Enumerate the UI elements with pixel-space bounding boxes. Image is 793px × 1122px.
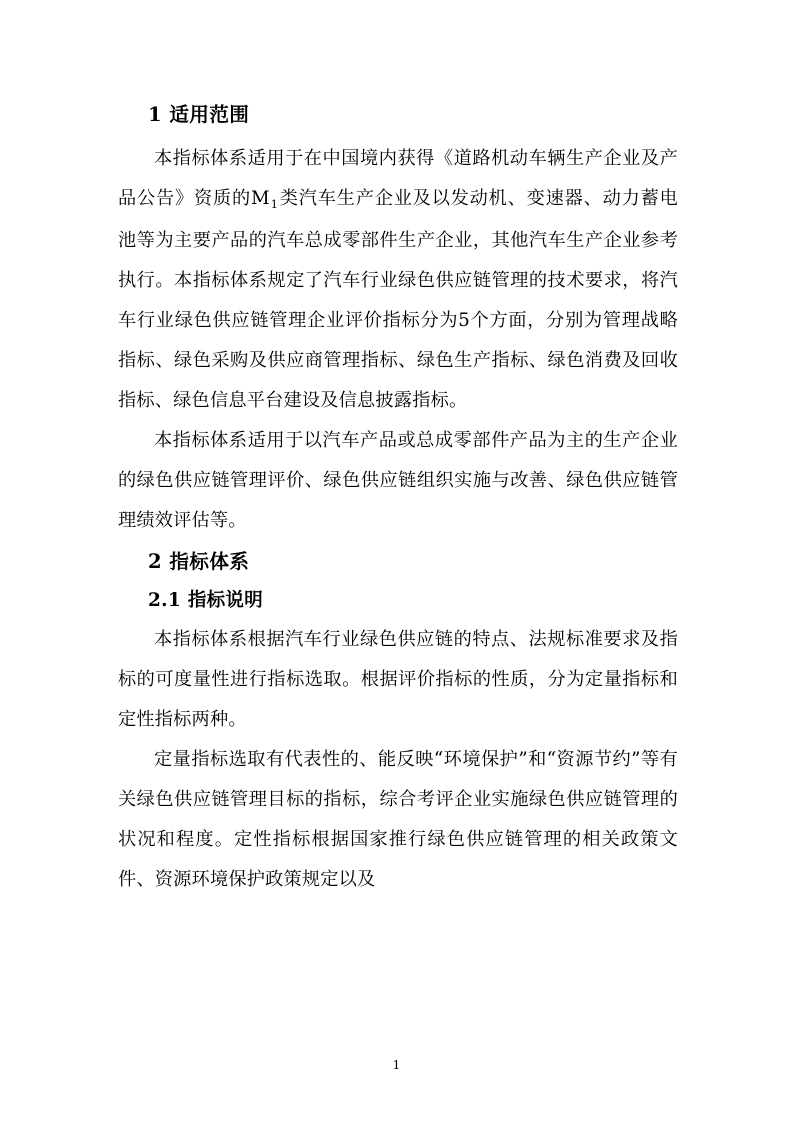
paragraph-scope-2: 本指标体系适用于以汽车产品或总成零部件产品为主的生产企业的绿色供应链管理评价、绿色供应链组织实施与改善、绿色供应链管理绩效评估等。 bbox=[118, 430, 678, 532]
subscript-m1: 1 bbox=[270, 198, 279, 212]
heading-indicator-system: 2 指标体系 bbox=[148, 550, 250, 574]
paragraph-indicator-1: 本指标体系根据汽车行业绿色供应链的特点、法规标准要求及指标的可度量性进行指标选取。根据评价指标的性质，分为定量指标和定性指标两种。 bbox=[118, 629, 678, 731]
paragraph-indicator-2: 定量指标选取有代表性的、能反映“环境保护”和“资源节约”等有关绿色供应链管理目标的指标，综合考评企业实施绿色供应链管理的状况和程度。定性指标根据国家推行绿色供应链管理的相关政策文件、资源环境保护政策规定以及 bbox=[118, 749, 678, 891]
page-content bbox=[118, 100, 678, 900]
page-number: 1 bbox=[392, 1058, 401, 1072]
heading-applicable-scope: 1 适用范围 bbox=[148, 103, 250, 126]
heading-indicator-description: 2.1 指标说明 bbox=[148, 589, 264, 611]
paragraph-scope-1: 本指标体系适用于在中国境内获得《道路机动车辆生产企业及产品公告》资质的$M_1$类汽车生产企业及以发动机、变速器、动力蓄电池等为主要产品的汽车总成零部件生产企业，其他汽车生产企业参考执行。本指标体系规定了汽车行业绿色供应链管理的技术要求，将汽车行业绿色供应链管理企业评价指标分为5个方面，分别为管理战略指标、绿色采购及供应商管理指标、绿色生产指标、绿色消费及回收指标、绿色信息平台建设及信息披露指标。 bbox=[118, 148, 678, 412]
